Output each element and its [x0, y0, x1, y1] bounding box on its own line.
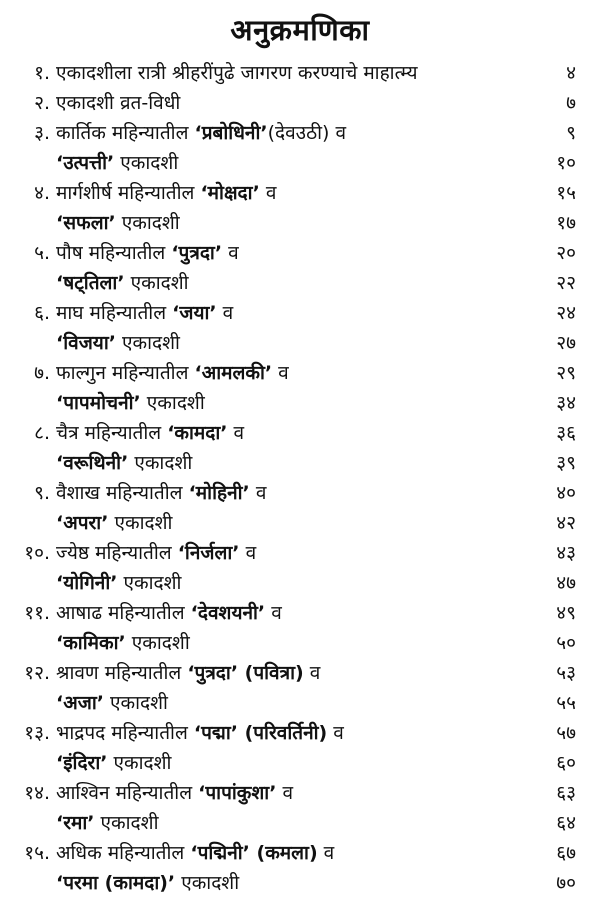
entry-text: अधिक महिन्यातील [56, 842, 191, 864]
entry-text: एकादशी [107, 752, 172, 774]
entry-title [56, 238, 239, 268]
entry-text: एकादशी [115, 212, 180, 234]
ekadashi-name: ‘रमा’ [56, 812, 95, 834]
entry-text: आश्विन महिन्यातील [56, 782, 199, 804]
entry-title [56, 298, 233, 328]
entry-number: ४. [34, 182, 50, 204]
toc-entry [0, 178, 600, 208]
page-number: ३९ [556, 452, 576, 474]
entry-text: एकादशी [108, 512, 173, 534]
entry-text: एकादशी [128, 452, 193, 474]
entry-text: व [276, 782, 294, 804]
entry-text: माघ महिन्यातील [56, 302, 173, 324]
entry-title [56, 208, 180, 238]
entry-title [56, 598, 282, 628]
entry-text: एकादशी [94, 812, 159, 834]
entry-title [56, 118, 346, 148]
ekadashi-name: ‘मोक्षदा’ [200, 182, 260, 204]
toc-entry [0, 538, 600, 568]
entry-title [56, 688, 168, 718]
entry-text: (देवउठी) व [267, 122, 347, 144]
entry-title [56, 748, 171, 778]
ekadashi-name: ‘कामदा’ [167, 422, 228, 444]
page-number: ७० [556, 872, 576, 894]
ekadashi-name: ‘जया’ [172, 302, 217, 324]
page-number: ४० [556, 482, 576, 504]
entry-text: व [317, 842, 335, 864]
toc-entry [0, 478, 600, 508]
table-of-contents [0, 58, 600, 898]
entry-number: ३. [34, 122, 50, 144]
ekadashi-name: ‘निर्जला’ [177, 542, 240, 564]
entry-number: १५. [24, 842, 50, 864]
entry-text: आषाढ महिन्यातील [56, 602, 191, 624]
entry-number: १. [34, 62, 50, 84]
ekadashi-name: ‘पुत्रदा’ [171, 242, 223, 264]
ekadashi-name: ‘सफला’ [56, 212, 116, 234]
entry-text: कार्तिक महिन्यातील [56, 122, 195, 144]
entry-title [56, 778, 293, 808]
page-number: ३६ [556, 422, 576, 444]
page-number: १० [556, 152, 576, 174]
ekadashi-name: ‘देवशयनी’ [190, 602, 266, 624]
page-title: अनुक्रमणिका [230, 13, 370, 47]
entry-text: व [259, 182, 277, 204]
toc-entry [0, 268, 600, 298]
toc-entry [0, 118, 600, 148]
entry-number: ७. [34, 362, 50, 384]
entry-text: व [303, 662, 321, 684]
page-number: २२ [556, 272, 576, 294]
ekadashi-name: ‘पुत्रदा’ (पवित्रा) [187, 662, 304, 684]
entry-title [56, 418, 244, 448]
page-number: १५ [556, 182, 576, 204]
page-number: ४३ [556, 542, 576, 564]
toc-entry [0, 238, 600, 268]
entry-number: १२. [24, 662, 50, 684]
entry-number: ११. [24, 602, 50, 624]
entry-number: १०. [24, 542, 50, 564]
entry-text: एकादशीला रात्री श्रीहरींपुढे जागरण करण्याचे माहात्म्य [56, 62, 418, 84]
toc-entry [0, 418, 600, 448]
page-number: ५५ [556, 692, 576, 714]
entry-title [56, 58, 418, 88]
entry-title [56, 148, 178, 178]
entry-text: एकादशी [124, 272, 189, 294]
entry-text: व [249, 482, 267, 504]
entry-text: व [265, 602, 282, 624]
toc-entry [0, 628, 600, 658]
entry-title [56, 868, 239, 898]
toc-entry [0, 58, 600, 88]
toc-entry [0, 808, 600, 838]
entry-text: श्रावण महिन्यातील [56, 662, 188, 684]
page-number: ५० [556, 632, 576, 654]
page-number: ४ [566, 62, 576, 84]
entry-text: चैत्र महिन्यातील [56, 422, 168, 444]
entry-text: पौष महिन्यातील [56, 242, 172, 264]
page-number: २९ [556, 362, 576, 384]
entry-text: एकादशी व्रत-विधी [56, 92, 181, 114]
toc-entry [0, 358, 600, 388]
ekadashi-name: ‘उत्पत्ती’ [56, 152, 115, 174]
entry-text: व [222, 242, 239, 264]
page-number: ५७ [556, 722, 576, 744]
toc-entry [0, 508, 600, 538]
toc-entry [0, 88, 600, 118]
entry-text: भाद्रपद महिन्यातील [56, 722, 194, 744]
ekadashi-name: ‘पद्मिनी’ (कमला) [190, 842, 318, 864]
entry-text: एकादशी [140, 392, 205, 414]
page-number: ९ [566, 122, 576, 144]
ekadashi-name: ‘मोहिनी’ [188, 482, 250, 504]
entry-title [56, 478, 266, 508]
entry-title [56, 568, 181, 598]
page-number: ६३ [556, 782, 576, 804]
entry-number: ६. [34, 302, 50, 324]
entry-text: एकादशी [125, 632, 190, 654]
entry-number: ५. [34, 242, 50, 264]
toc-entry [0, 598, 600, 628]
entry-number: ९. [34, 482, 50, 504]
page-number: २७ [556, 332, 576, 354]
entry-text: वैशाख महिन्यातील [56, 482, 189, 504]
entry-text: फाल्गुन महिन्यातील [56, 362, 195, 384]
entry-title [56, 838, 334, 868]
ekadashi-name: ‘विजया’ [56, 332, 116, 354]
entry-title [56, 268, 189, 298]
ekadashi-name: ‘अपरा’ [56, 512, 109, 534]
page-number: ६७ [556, 842, 576, 864]
page-number: ६० [556, 752, 576, 774]
toc-entry [0, 208, 600, 238]
page-number: १७ [556, 212, 576, 234]
ekadashi-name: ‘पापमोचनी’ [56, 392, 141, 414]
page-number: २० [556, 242, 576, 264]
entry-text: व [227, 422, 245, 444]
ekadashi-name: ‘पापांकुशा’ [198, 782, 277, 804]
ekadashi-name: ‘पद्मा’ (परिवर्तिनी) [193, 722, 328, 744]
entry-title [56, 178, 276, 208]
entry-text: मार्गशीर्ष महिन्यातील [56, 182, 201, 204]
ekadashi-name: ‘इंदिरा’ [56, 752, 108, 774]
entry-text: एकादशी [115, 332, 180, 354]
entry-number: ८. [34, 422, 50, 444]
toc-entry [0, 148, 600, 178]
toc-entry [0, 658, 600, 688]
toc-entry [0, 568, 600, 598]
entry-text: व [239, 542, 257, 564]
entry-text: ज्येष्ठ महिन्यातील [56, 542, 178, 564]
toc-entry [0, 868, 600, 898]
toc-entry [0, 688, 600, 718]
ekadashi-name: ‘आमलकी’ [194, 362, 273, 384]
toc-entry [0, 328, 600, 358]
page-number: ४२ [556, 512, 576, 534]
ekadashi-name: ‘कामिका’ [56, 632, 126, 654]
entry-title [56, 328, 180, 358]
entry-text: व [327, 722, 344, 744]
entry-text: व [216, 302, 234, 324]
entry-title [56, 718, 344, 748]
toc-entry [0, 778, 600, 808]
ekadashi-name: ‘प्रबोधिनी’ [194, 122, 268, 144]
ekadashi-name: ‘परमा (कामदा)’ [56, 872, 176, 894]
entry-title [56, 658, 320, 688]
entry-text: व [272, 362, 289, 384]
toc-entry [0, 748, 600, 778]
entry-title [56, 808, 159, 838]
entry-title [56, 448, 192, 478]
entry-title [56, 388, 205, 418]
ekadashi-name: ‘षट्तिला’ [56, 272, 125, 294]
toc-entry [0, 448, 600, 478]
ekadashi-name: ‘योगिनी’ [56, 572, 118, 594]
page-number: ३४ [556, 392, 576, 414]
page-number: ४७ [556, 572, 576, 594]
entry-number: २. [34, 92, 50, 114]
ekadashi-name: ‘अजा’ [56, 692, 104, 714]
page-number: ४९ [556, 602, 576, 624]
page-number: ७ [566, 92, 576, 114]
entry-text: एकादशी [175, 872, 240, 894]
entry-title [56, 358, 289, 388]
toc-entry [0, 388, 600, 418]
entry-text: एकादशी [114, 152, 179, 174]
toc-entry [0, 838, 600, 868]
entry-text: एकादशी [117, 572, 182, 594]
toc-entry [0, 718, 600, 748]
ekadashi-name: ‘वरूथिनी’ [56, 452, 129, 474]
entry-number: १४. [24, 782, 50, 804]
entry-title [56, 88, 180, 118]
page-number: २४ [556, 302, 576, 324]
entry-text: एकादशी [103, 692, 168, 714]
entry-title [56, 628, 190, 658]
page-number: ५३ [556, 662, 576, 684]
entry-number: १३. [24, 722, 50, 744]
page-number: ६४ [556, 812, 576, 834]
toc-entry [0, 298, 600, 328]
entry-title [56, 538, 256, 568]
entry-title [56, 508, 172, 538]
